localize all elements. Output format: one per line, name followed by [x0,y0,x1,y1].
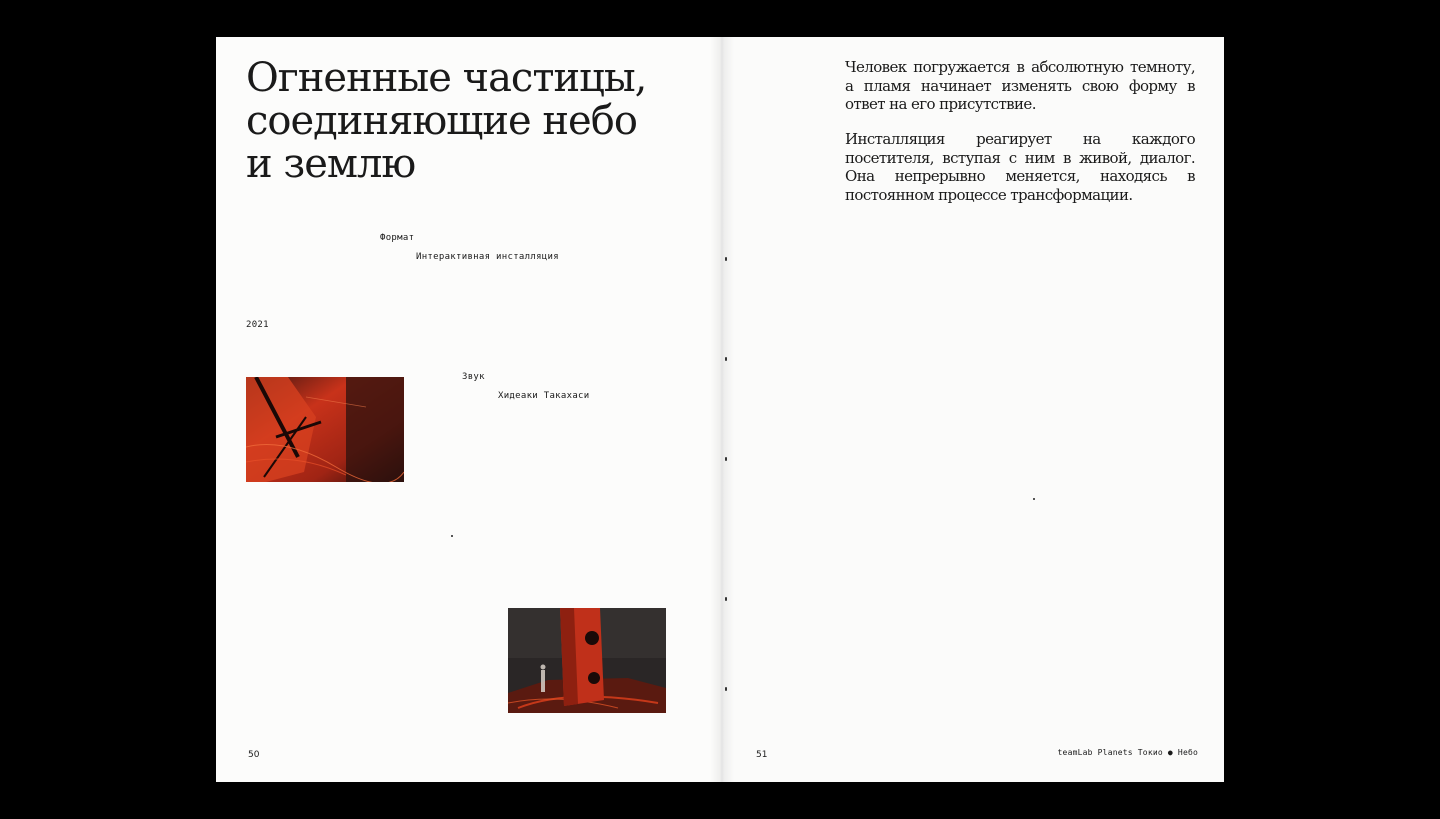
format-label: Формат [380,233,415,243]
binding-staple [725,257,727,261]
sound-value: Хидеаки Такахаси [498,391,590,401]
right-page [723,37,1224,782]
page-title [246,57,706,186]
title-line-3: и землю [246,141,416,187]
print-speck [1033,498,1035,500]
print-speck [451,535,453,537]
book-spread [216,37,1224,782]
running-head: teamLab Planets Токио ● Небо [1057,748,1198,757]
paragraph-2: Инсталляция реагирует на каждого посетителя, вступая с ним в живой, диалог. Она непрерывно меняется, находясь в постоянном процессе трансформации. [845,130,1195,204]
photo-red-column-with-figure [508,608,666,713]
format-value: Интерактивная инсталляция [416,252,559,262]
title-line-2: соединяющие небо [246,98,637,144]
left-page [216,37,721,782]
book-gutter [710,37,734,782]
sound-label: Звук [462,372,485,382]
binding-staple [725,357,727,361]
year-label: 2021 [246,320,269,330]
binding-staple [725,687,727,691]
title-line-1: Огненные частицы, [246,55,647,101]
page-number-right: 51 [756,750,768,760]
binding-staple [725,597,727,601]
photo-red-flames-fallen-column [246,377,404,482]
paragraph-1: Человек погружается в абсолютную темноту, а пламя начинает изменять свою форму в ответ на его присутствие. [845,58,1195,113]
page-number-left: 50 [248,750,260,760]
binding-staple [725,457,727,461]
